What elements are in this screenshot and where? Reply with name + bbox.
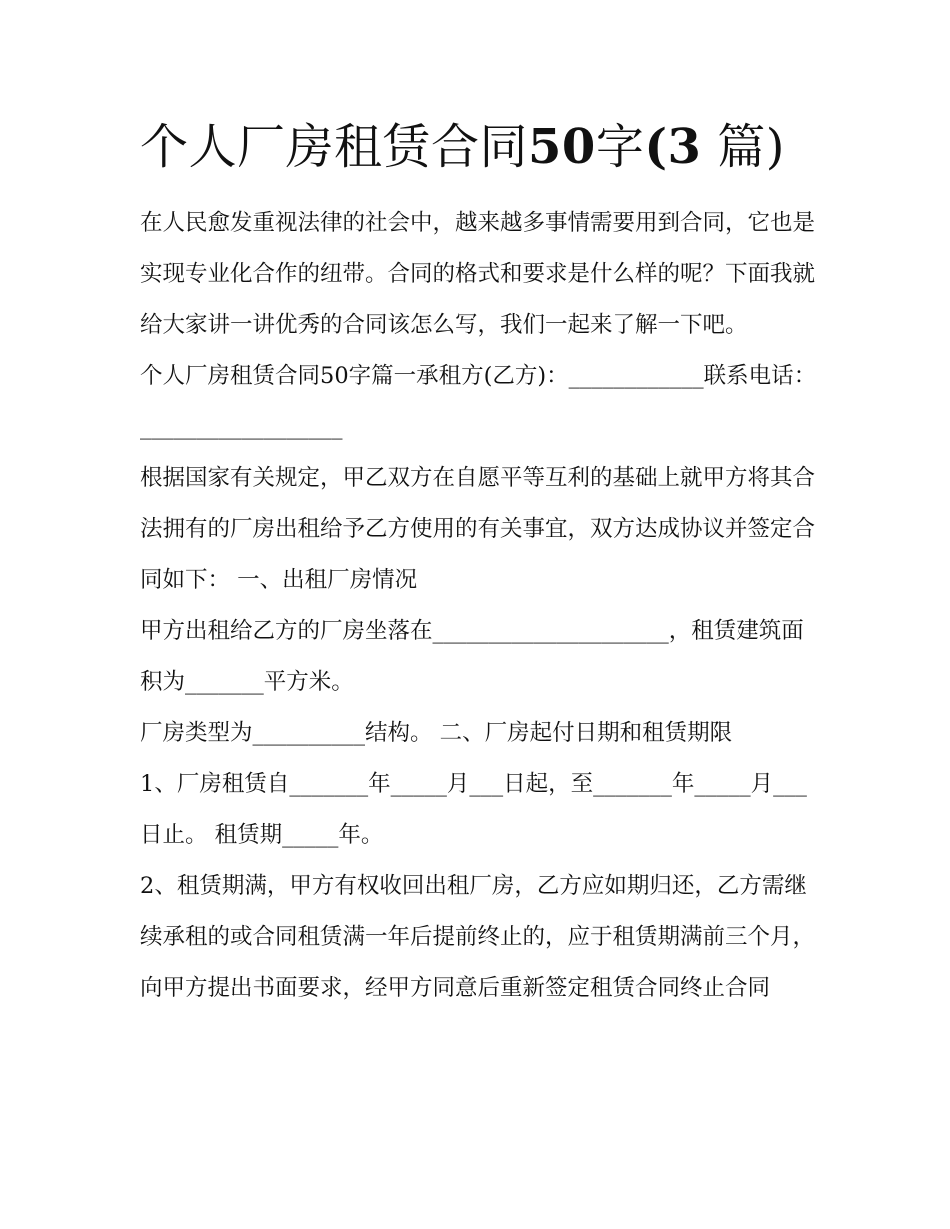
title-number: 50 [528,119,596,175]
paragraph-structure-type: 厂房类型为__________结构。 二、厂房起付日期和租赁期限 [140,720,733,746]
document-title [140,112,840,182]
title-end: 篇) [717,119,785,175]
paragraph-lease-term: 1、厂房租赁自_______年_____月___日起，至_______年_____月___日止。 租赁期_____年。 [140,771,807,848]
title-prefix: 个人厂房租赁合同 [140,119,529,175]
paragraph-lessee-info: 个人厂房租赁合同50字篇一承租方(乙方)：____________联系电话：__________________ [140,363,817,440]
paragraph-intro: 在人民愈发重视法律的社会中，越来越多事情需要用到合同，它也是实现专业化合作的纽带。合同的格式和要求是什么样的呢？下面我就给大家讲一讲优秀的合同该怎么写，我们一起来了解一下吧。 [140,210,816,338]
title-paren: (3 [644,119,702,175]
title-mid: 字 [595,119,645,175]
paragraph-location-area: 甲方出租给乙方的厂房坐落在_____________________，租赁建筑面积为_______平方米。 [140,618,804,695]
document-body [140,198,820,1014]
paragraph-lease-expiry: 2、租赁期满，甲方有权收回出租厂房，乙方应如期归还，乙方需继续承租的或合同租赁满一年后提前终止的，应于租赁期满前三个月，向甲方提出书面要求，经甲方同意后重新签定租赁合同终止合同 [140,873,816,1001]
paragraph-agreement-basis: 根据国家有关规定，甲乙双方在自愿平等互利的基础上就甲方将其合法拥有的厂房出租给予乙方使用的有关事宜，双方达成协议并签定合同如下： 一、出租厂房情况 [140,465,816,593]
